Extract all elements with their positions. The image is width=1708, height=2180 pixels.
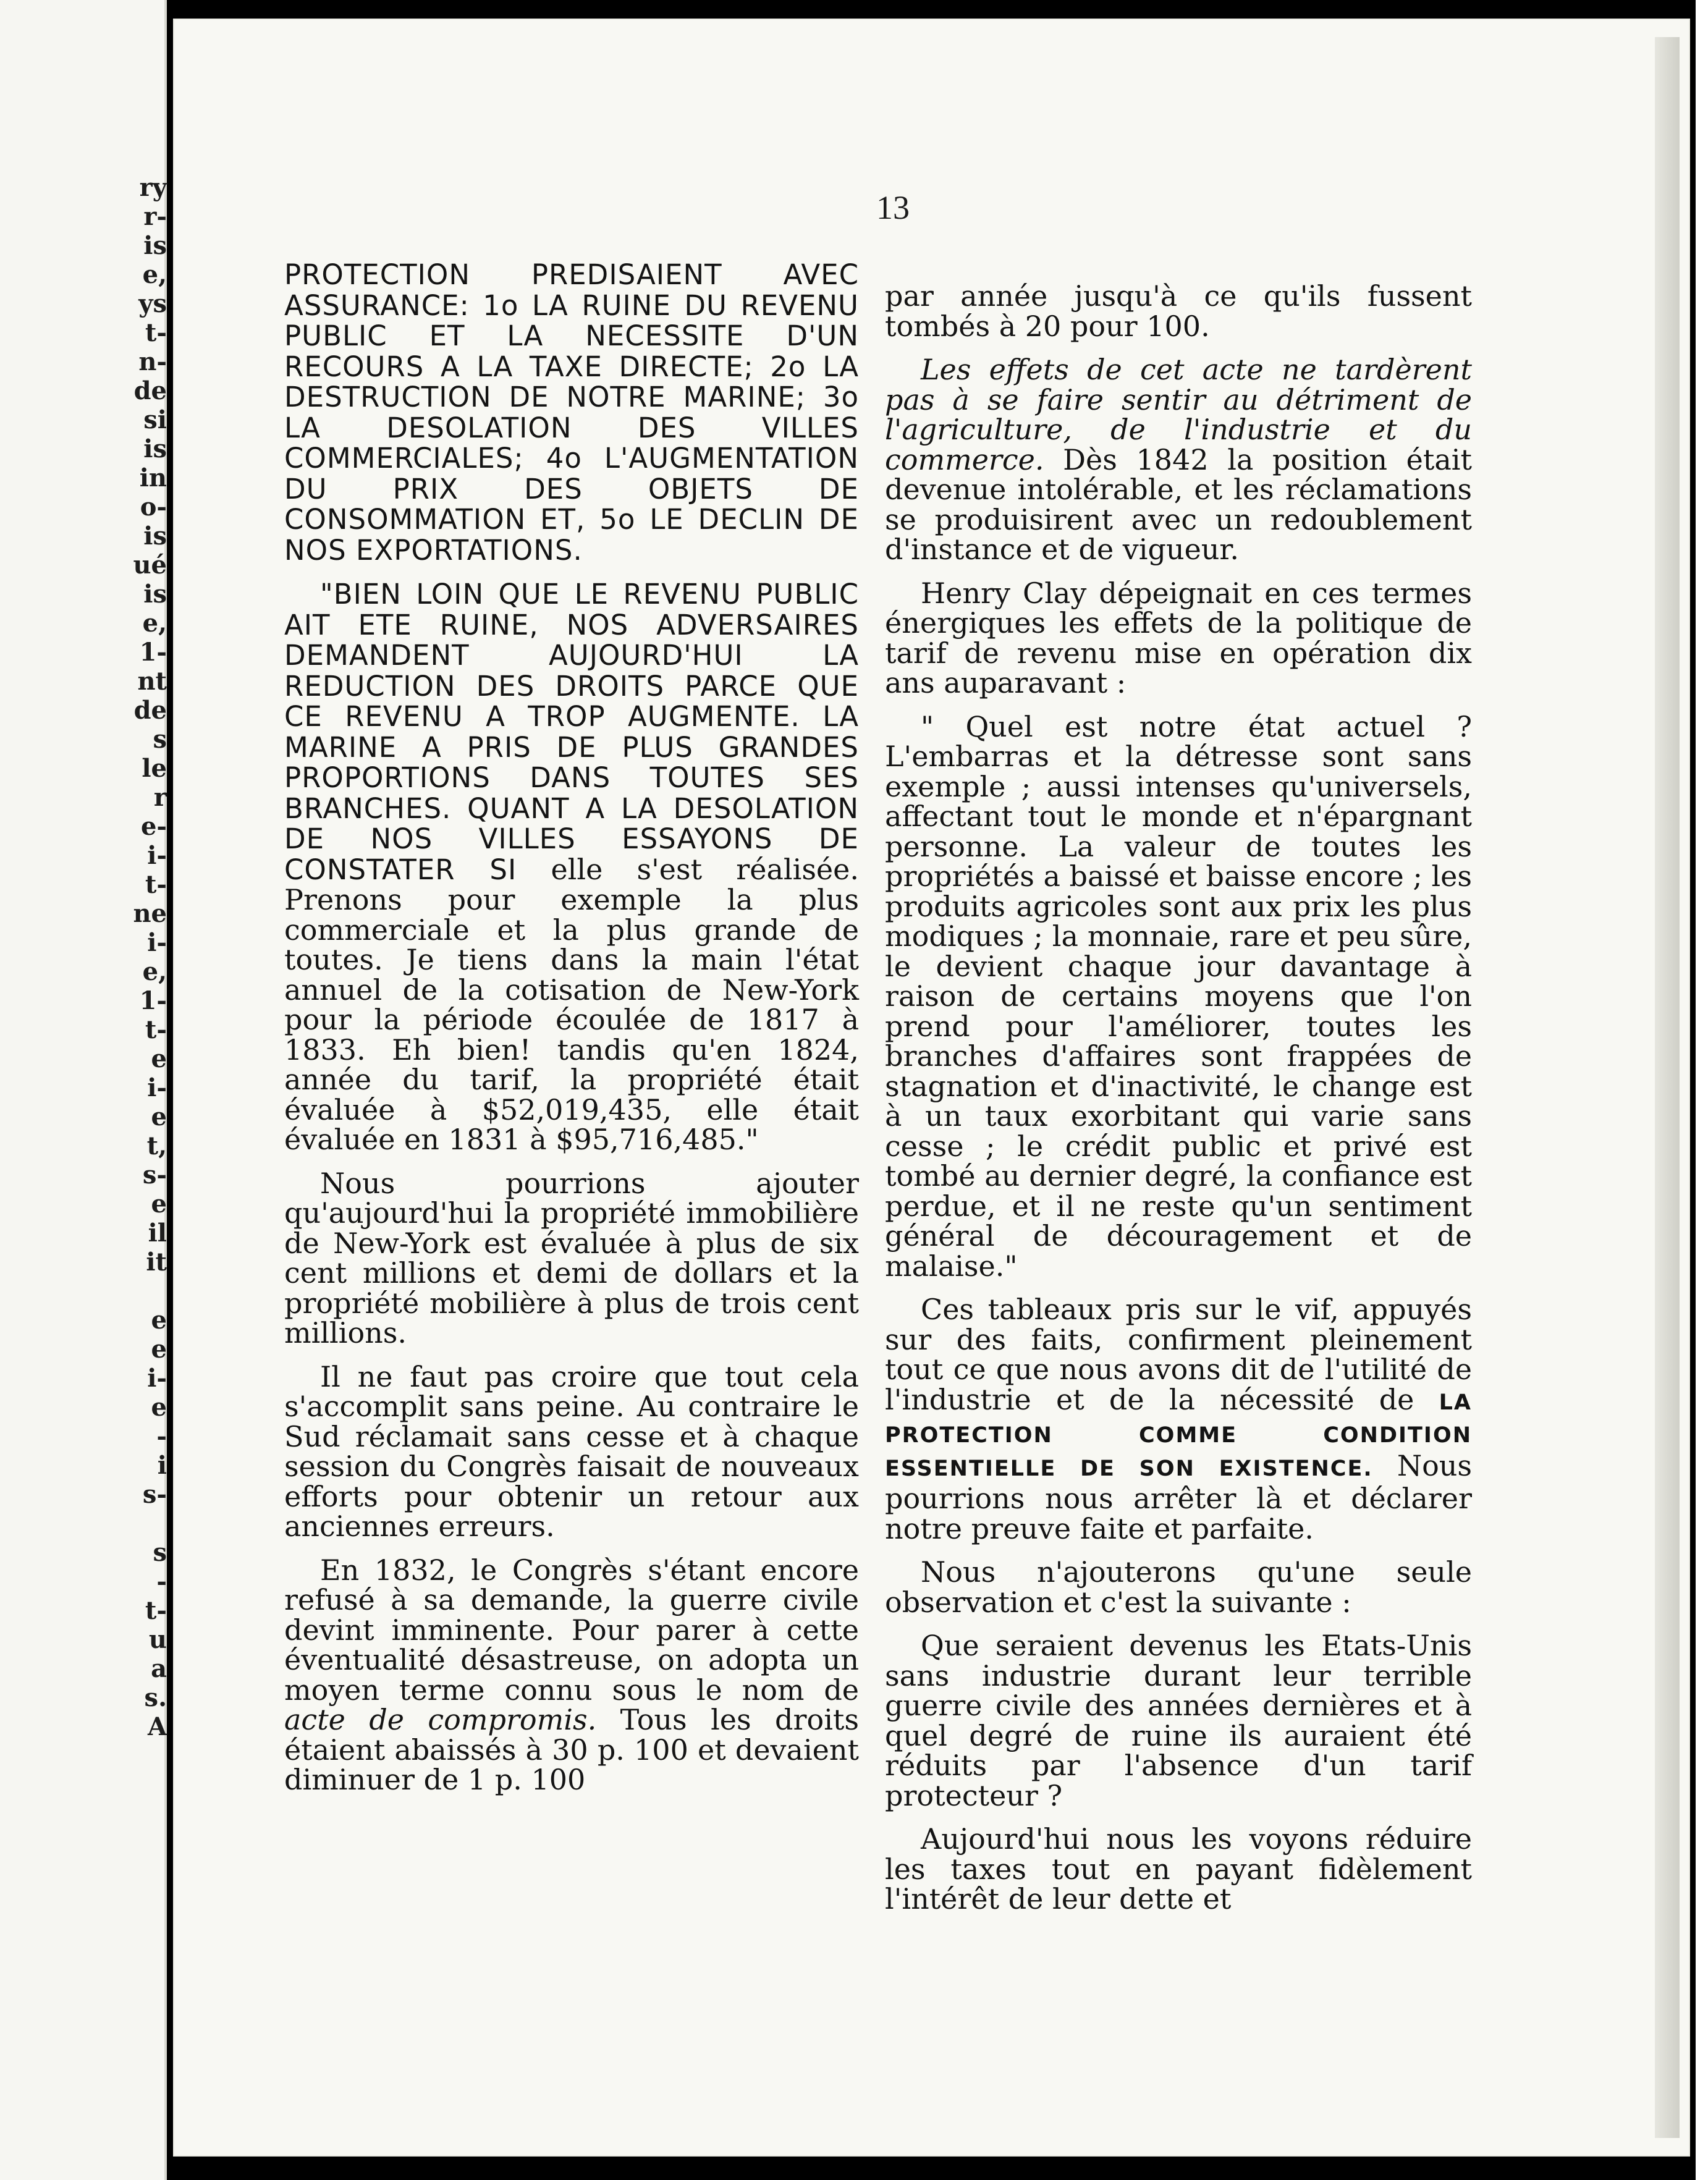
paragraph: Nous n'ajouterons qu'une seule observation et c'est la suivante : [885,1555,1472,1619]
margin-fragment: i- [147,1073,167,1102]
margin-fragment: t- [145,870,167,899]
margin-fragment: de [133,376,167,405]
caps-text: "BIEN LOIN QUE LE REVENU PUBLIC AIT ETE RUINE, NOS ADVERSAIRES DEMANDENT AUJOURD'HUI LA REDUCTION DES DROITS PARCE QUE CE REVENU A TROP AUGMENTE. LA MARINE A PRIS DE PLUS GRANDES PROPORTIONS DANS TOUTES SES BRANCHES. QUANT A LA DESOLATION DE NOS VILLES ESSAYONS DE CONSTATER SI [284,578,859,886]
margin-fragment: e [151,1335,167,1364]
paragraph: Nous pourrions ajouter qu'aujourd'hui la propriété immobilière de New-York est évaluée à plus de six cent millions et demi de dollars et la propriété mobilière à plus de trois cent millions. [284,1166,859,1350]
paragraph: Aujourd'hui nous les voyons réduire les taxes tout en payant fidèlement l'intérêt de leur dette et [885,1822,1472,1916]
paragraph: Henry Clay dépeignait en ces termes énergiques les effets de la politique de tarif de revenu mise en opération dix ans auparavant : [885,576,1472,699]
left-page-fragment [0,0,167,2180]
margin-fragment: in [139,463,167,492]
margin-fragment: e- [140,812,167,841]
paragraph [284,1555,859,1795]
margin-fragment: i- [147,1364,167,1393]
margin-fragment: 1- [139,986,167,1015]
body-text: En 1832, le Congrès s'étant encore refusé à sa demande, la guerre civile devint imminente. Pour parer à cette éventualité désastreuse, on adopta un moyen terme connu sous le nom de [284,1553,859,1707]
margin-fragment: is [143,231,167,260]
italic-text: Les effets de cet acte ne tardèrent pas à se faire sentir au détriment de l'agriculture, de l'industrie et du commerce. [885,353,1472,476]
margin-fragment: r [153,783,167,812]
margin-fragment: 1- [139,638,167,667]
margin-fragment: - [156,1422,167,1451]
margin-fragment: e [151,1044,167,1073]
margin-fragment: e [151,1189,167,1219]
margin-fragment: ué [133,551,167,580]
margin-fragment [0,1277,167,1306]
margin-fragment: si [143,405,167,434]
margin-fragment: le [142,754,167,783]
body-text: Dès 1842 la position était devenue intolérable, et les réclamations se produisirent avec un redoublement d'instance et de vigueur. [885,442,1472,566]
margin-fragment: A [147,1712,167,1741]
page-edge-shadow [1655,37,1680,2138]
margin-fragment: i [157,1451,167,1480]
margin-fragment: n- [138,347,167,376]
caps-text: PROTECTION PREDISAIENT AVEC ASSURANCE: 1o LA RUINE DU REVENU PUBLIC ET LA NECESSITE D'UN RECOURS A LA TAXE DIRECTE; 2o LA DESTRUCTION DE NOTRE MARINE; 3o LA DESOLATION DES VILLES COMMERCIALES; 4o L'AUGMENTATION DU PRIX DES OBJETS DE CONSOMMATION ET, 5o LE DECLIN DE NOS EXPORTATIONS. [284,258,859,567]
margin-fragment: s. [144,1683,167,1712]
left-column [284,260,859,1809]
margin-fragment: is [143,434,167,463]
margin-fragment: ne [133,899,167,928]
margin-fragment: o- [140,492,167,522]
body-text: Nous pourrions nous arrêter là et déclarer notre preuve faite et parfaite. [885,1448,1472,1545]
margin-fragment: i- [147,841,167,870]
margin-fragment: u [148,1625,167,1654]
margin-fragment: e [151,1102,167,1131]
margin-fragment: s- [142,1480,167,1509]
italic-text: acte de compromis. [284,1703,597,1736]
margin-fragment: e, [142,957,167,986]
right-column [885,281,1472,1928]
margin-fragment: is [143,522,167,551]
margin-fragment: t- [145,1015,167,1044]
margin-fragment: s- [142,1160,167,1189]
margin-fragment: ys [138,289,167,318]
margin-fragment: s [153,725,167,754]
margin-fragment [0,1509,167,1538]
margin-fragment: it [146,1248,167,1277]
body-text: elle s'est réalisée. Prenons pour exemple la plus commerciale et la plus grande de toutes. Je tiens dans la main l'état annuel de la cotisation de New-York pour la période écoulée de 1817 à 1833. Eh bien! tandis qu'en 1824, année du tarif, la propriété était évaluée à $52,019,435, elle était évaluée en 1831 à $95,716,485." [284,852,859,1156]
margin-fragment: i- [147,928,167,957]
margin-fragment: t- [145,318,167,347]
right-border [1696,0,1708,2180]
left-page-margin-text [0,173,167,1741]
small-caps-text: LA PROTECTION COMME CONDITION ESSENTIELLE DE SON EXISTENCE. [885,1390,1473,1481]
margin-fragment: t, [146,1131,167,1160]
paragraph: Il ne faut pas croire que tout cela s'accomplit sans peine. Au contraire le Sud réclamait sans cesse et à chaque session du Congrès faisait de nouveaux efforts pour obtenir un retour aux anciennes erreurs. [284,1359,859,1543]
body-text: Tous les droits étaient abaissés à 30 p. 100 et devaient diminuer de 1 p. 100 [284,1703,859,1796]
body-text: Ces tableaux pris sur le vif, appuyés sur des faits, confirment pleinement tout ce que nous avons dit de l'utilité de l'industrie et de la nécessité de [885,1293,1472,1416]
margin-fragment: s [153,1538,167,1567]
margin-fragment: a [151,1654,167,1683]
page-number: 13 [876,189,910,226]
margin-fragment: ry [139,173,167,202]
margin-fragment: e [151,1306,167,1335]
paragraph [885,1295,1472,1544]
margin-fragment: - [156,1567,167,1596]
margin-fragment: r- [143,202,167,231]
margin-fragment: il [148,1219,167,1248]
paragraph [284,579,859,1155]
paragraph: Que seraient devenus les Etats-Unis sans industrie durant leur terrible guerre civile des années dernières et à quel degré de ruine ils auraient été réduits par l'absence d'un tarif protecteur ? [885,1629,1472,1812]
margin-fragment: nt [137,667,167,696]
paragraph [284,260,859,565]
quote-paragraph: " Quel est notre état actuel ? L'embarras et la détresse sont sans exemple ; aussi intenses qu'universels, affectant tout le monde et n'épargnant personne. La valeur de toutes les propriétés a baissé et baisse encore ; les produits agricoles sont aux prix les plus modiques ; la monnaie, rare et peu sûre, le devient chaque jour davantage à raison de certains moyens que l'on prend pour l'améliorer, toutes les branches d'affaires sont frappées de stagnation et d'inactivité, le change est à un taux exorbitant qui varie sans cesse ; le crédit public et privé est tombé au dernier degré, la confiance est perdue, et il ne reste qu'un sentiment général de découragement et de malaise." [885,709,1472,1283]
paragraph [885,355,1472,565]
margin-fragment: e, [142,609,167,638]
margin-fragment: is [143,580,167,609]
margin-fragment: e [151,1393,167,1422]
margin-fragment: e, [142,260,167,289]
paragraph: par année jusqu'à ce qu'ils fussent tombés à 20 pour 100. [885,279,1472,343]
margin-fragment: t- [145,1596,167,1625]
margin-fragment: de [133,696,167,725]
